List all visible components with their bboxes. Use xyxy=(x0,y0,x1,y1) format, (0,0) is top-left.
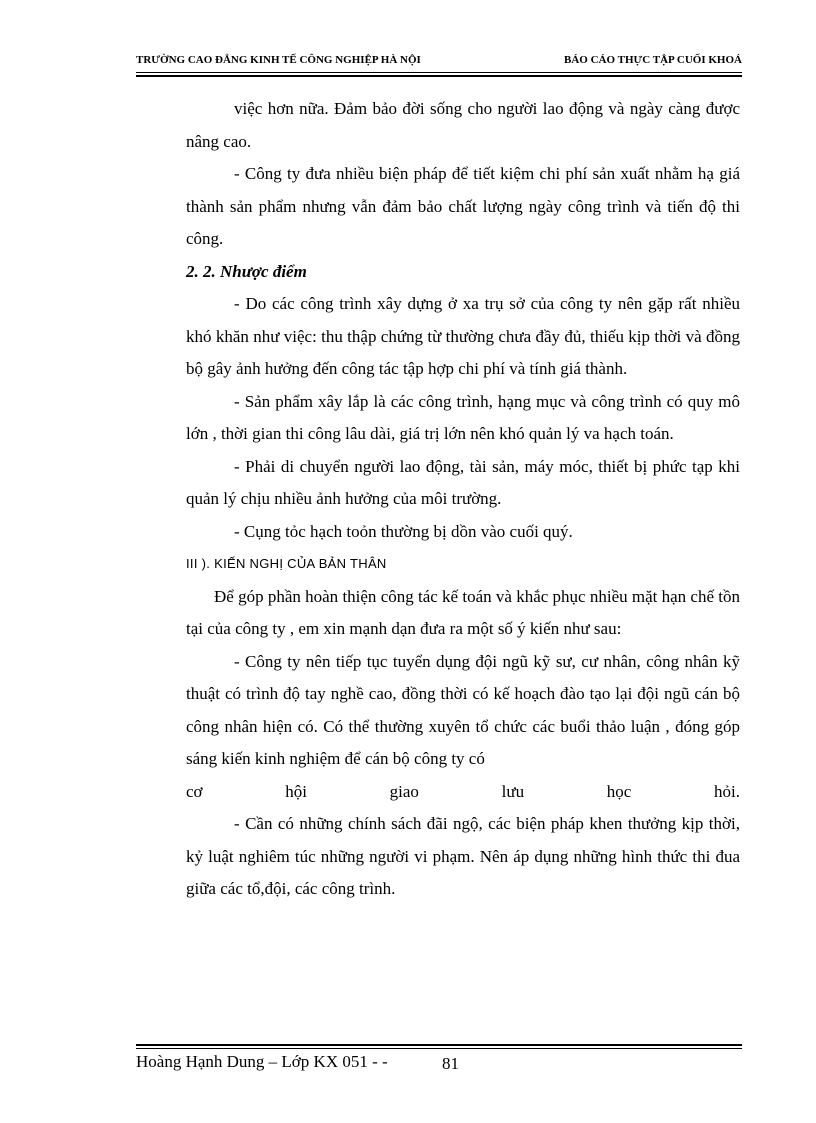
paragraph-1: việc hơn nữa. Đảm bảo đời sống cho người lao động và ngày càng được nâng cao. xyxy=(186,99,740,151)
paragraph-4: - Sản phẩm xây lắp là các công trình, hạng mục và công trình có quy mô lớn , thời gian thi công lâu dài, giá trị lớn nên khó quản lý va hạch toán. xyxy=(186,391,740,443)
header-rule-thin xyxy=(136,72,742,73)
paragraph-3: - Do các công trình xây dựng ở xa trụ sở của công ty nên gặp rất nhiều khó khăn như việc: thu thập chứng từ thường chưa đầy đủ, thiếu kịp thời và đồng bộ gây ảnh hưởng đến công tác tập hợp chi phí và tính giá thành. xyxy=(186,294,740,378)
page-header xyxy=(136,50,742,72)
document-body xyxy=(186,93,740,906)
page-footer xyxy=(136,1052,742,1072)
footer-author: Hoàng Hạnh Dung – Lớp KX 051 - - xyxy=(136,1052,388,1071)
paragraph-7: Để góp phần hoàn thiện công tác kế toán và khắc phục nhiều mặt hạn chế tồn tại của công ty , em xin mạnh dạn đưa ra một số ý kiến như sau: xyxy=(186,586,740,638)
header-school: TRƯỜNG CAO ĐẲNG KINH TẾ CÔNG NGHIỆP HÀ NỘI xyxy=(136,54,421,66)
page-number: 81 xyxy=(442,1054,459,1073)
paragraph-8-last-line: cơ hội giao lưu học hỏi. xyxy=(186,781,740,801)
paragraph-6: - Cụng tỏc hạch toỏn thường bị dồn vào cuối quý. xyxy=(234,521,573,541)
paragraph-5: - Phải di chuyển người lao động, tài sản, máy móc, thiết bị phức tạp khi quản lý chịu nhiều ảnh hưởng của môi trường. xyxy=(186,456,740,508)
paragraph-2: - Công ty đưa nhiều biện pháp để tiết kiệm chi phí sản xuất nhằm hạ giá thành sản phẩm nhưng vẫn đảm bảo chất lượng ngày công trình và tiến độ thi công. xyxy=(186,164,740,248)
header-rule-thick xyxy=(136,75,742,77)
section-heading-recommendations: III ). KIẾN NGHỊ CỦA BẢN THÂN xyxy=(186,556,387,571)
footer-rule-thin xyxy=(136,1048,742,1049)
footer-rule-thick xyxy=(136,1044,742,1046)
paragraph-8: - Công ty nên tiếp tục tuyển dụng đội ngũ kỹ sư, cư nhân, công nhân kỹ thuật có trình độ tay nghề cao, đồng thời có kế hoạch đào tạo lại đội ngũ cán bộ công nhân hiện có. Có thể thường xuyên tổ chức các buổi thảo luận , đóng góp sáng kiến kinh nghiệm để cán bộ công ty có xyxy=(186,651,740,768)
header-report-title: BÁO CÁO THỰC TẬP CUỐI KHOÁ xyxy=(564,54,742,66)
paragraph-9: - Cần có những chính sách đãi ngộ, các biện pháp khen thưởng kịp thời, kỷ luật nghiêm túc những người vi phạm. Nên áp dụng những hình thức thi đua giữa các tổ,đội, các công trình. xyxy=(186,814,740,898)
subheading-disadvantages: 2. 2. Nhược điểm xyxy=(186,261,307,281)
